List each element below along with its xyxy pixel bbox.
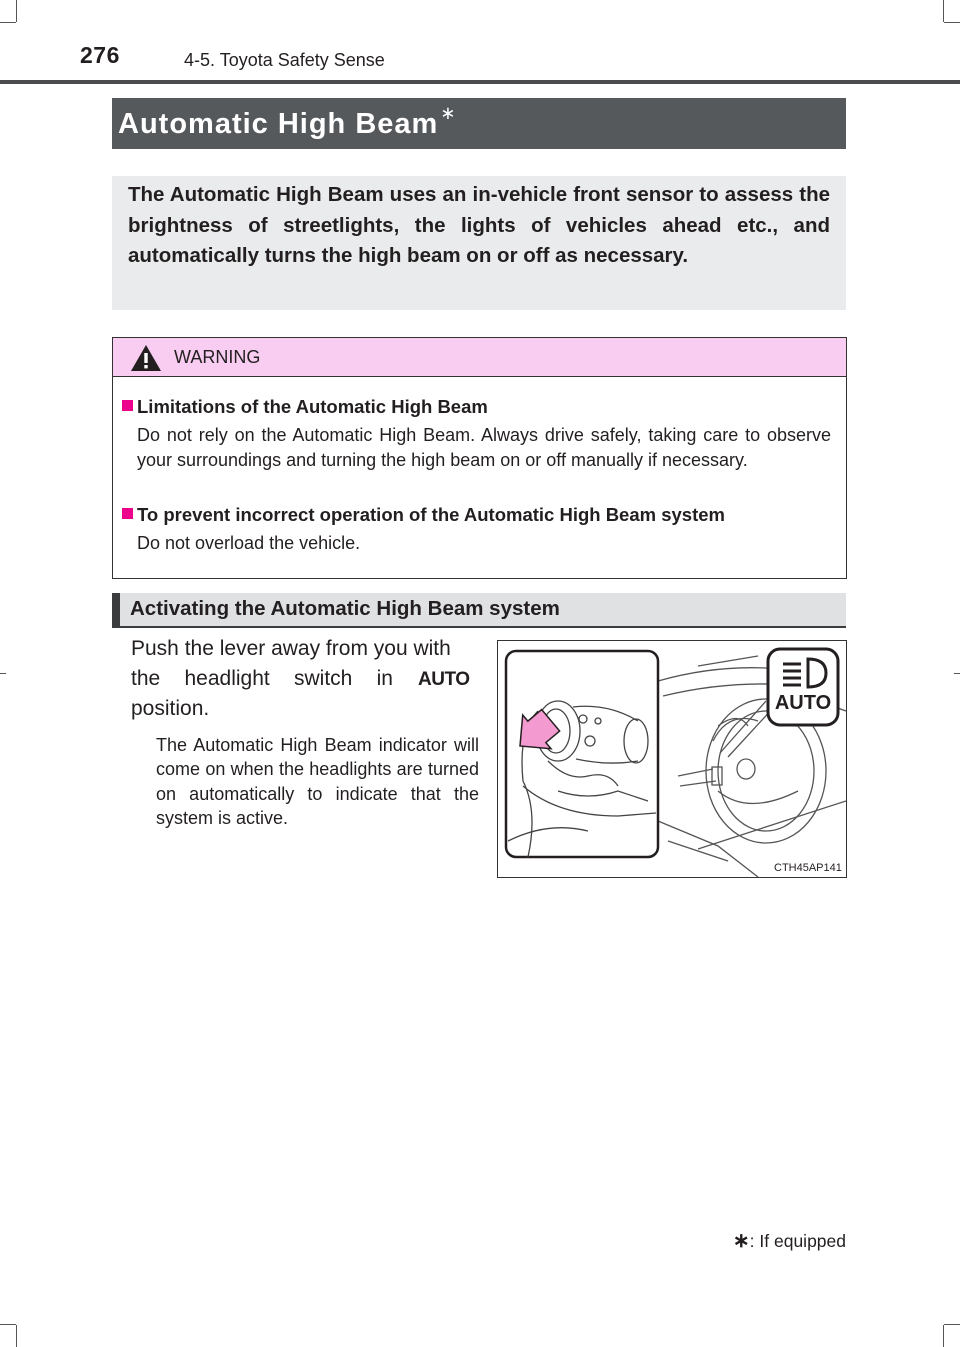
footnote (733, 1228, 846, 1253)
equipped-marker: ∗ (440, 103, 457, 123)
warning-bullet-icon (122, 400, 133, 411)
warning-item-body: Do not rely on the Automatic High Beam. Always drive safely, taking care to observe your surroundings and turning the high beam on or off manually if necessary. (137, 425, 831, 470)
steering-column-illustration (498, 641, 846, 877)
page-title-text: Automatic High Beam (118, 108, 439, 140)
warning-triangle-icon (129, 343, 163, 373)
warning-item-heading: To prevent incorrect operation of the Automatic High Beam system (137, 504, 725, 525)
auto-badge-text: AUTO (774, 692, 832, 714)
step-text-line: position. (131, 697, 210, 720)
step-description: The Automatic High Beam indicator will come on when the headlights are turned on automatically to indicate that the system is active. (156, 735, 479, 828)
warning-item-body: Do not overload the vehicle. (137, 533, 361, 553)
page-number: 276 (80, 42, 120, 68)
auto-switch-symbol: AUTO (418, 669, 470, 690)
section-accent (112, 593, 120, 627)
crop-mark (954, 673, 960, 674)
crop-mark (0, 22, 16, 23)
header-rule (0, 80, 960, 84)
lever-illustration (497, 640, 847, 878)
intro-text: The Automatic High Beam uses an in-vehicle front sensor to assess the brightness of streetlights, the lights of vehicles ahead etc., and automatically turns the high beam on or off as necessary. (128, 183, 830, 267)
crop-mark (943, 1325, 944, 1347)
step-text-line: the headlight switch in (131, 667, 393, 690)
figure-code: CTH45AP141 (774, 862, 842, 874)
crop-mark (16, 0, 17, 22)
crop-mark (0, 1324, 16, 1325)
page-title (118, 103, 456, 141)
crop-mark (16, 1325, 17, 1347)
warning-item-heading: Limitations of the Automatic High Beam (137, 396, 488, 417)
section-rule (112, 626, 846, 628)
crop-mark (944, 22, 960, 23)
crop-mark (944, 1324, 960, 1325)
section-title: Activating the Automatic High Beam system (130, 597, 560, 620)
warning-label: WARNING (174, 347, 261, 367)
crop-mark (943, 0, 944, 22)
section-breadcrumb: 4-5. Toyota Safety Sense (184, 50, 385, 70)
footnote-text: : If equipped (749, 1231, 846, 1251)
warning-bullet-icon (122, 508, 133, 519)
footnote-marker: ∗ (732, 1230, 750, 1252)
step-text-line: Push the lever away from you with (131, 637, 451, 660)
crop-mark (0, 673, 6, 674)
